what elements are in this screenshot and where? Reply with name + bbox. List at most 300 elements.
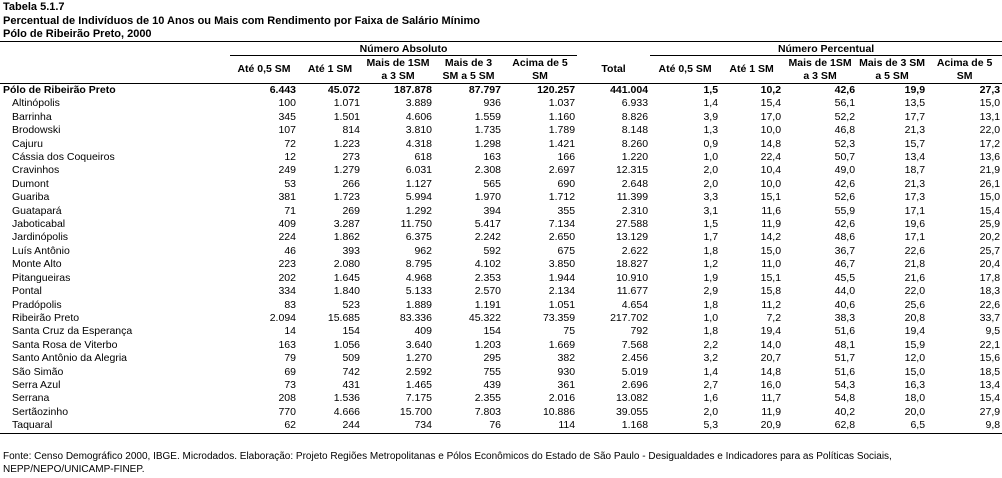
cell-value: 1.037 <box>548 97 576 110</box>
cell-value: 48,6 <box>834 231 856 244</box>
cell-value: 14,0 <box>760 338 782 351</box>
cell-value: 5.417 <box>474 218 501 231</box>
cell-value: 154 <box>483 325 501 338</box>
cell-value: 2,0 <box>703 405 719 418</box>
cell-value: 8.148 <box>621 124 649 137</box>
table-row <box>0 366 1002 379</box>
cell-value: 21,9 <box>979 164 1001 177</box>
cell-value: 22,1 <box>979 338 1001 351</box>
cell-value: 79 <box>284 352 296 365</box>
table-row <box>0 299 1002 312</box>
header-column-row <box>0 56 1002 84</box>
cell-value: 409 <box>278 218 296 231</box>
cell-value: 345 <box>278 110 296 123</box>
table-number: Tabela 5.1.7 <box>3 1 65 13</box>
cell-value: 202 <box>278 271 296 284</box>
row-name: Guariba <box>12 191 50 204</box>
cell-value: 45,5 <box>834 271 856 284</box>
cell-value: 1.669 <box>548 338 576 351</box>
cell-value: 382 <box>557 352 576 365</box>
table-row <box>0 339 1002 352</box>
cell-value: 14 <box>284 325 296 338</box>
source-line-2: NEPP/NEPO/UNICAMP-FINEP. <box>3 464 145 475</box>
cell-value: 15,0 <box>904 365 926 378</box>
cell-value: 4.102 <box>474 258 501 271</box>
cell-value: 1,0 <box>703 311 719 324</box>
cell-value: 17,0 <box>760 110 782 123</box>
row-name: Dumont <box>12 177 49 190</box>
cell-value: 25,9 <box>979 218 1001 231</box>
cell-value: 5.994 <box>405 191 432 204</box>
cell-value: 266 <box>342 177 360 190</box>
cell-value: 17,1 <box>904 231 926 244</box>
cell-value: 592 <box>483 244 501 257</box>
cell-value: 22,6 <box>904 244 926 257</box>
cell-value: 690 <box>557 177 576 190</box>
cell-value: 17,2 <box>979 137 1001 150</box>
cell-value: 2.094 <box>269 311 296 324</box>
table-row <box>0 164 1002 177</box>
cell-value: 52,2 <box>834 110 856 123</box>
cell-value: 20,9 <box>720 419 783 433</box>
cell-value: 22,6 <box>979 298 1001 311</box>
col-header-abs-5: Acima de 5 SM <box>503 56 577 84</box>
cell-value: 1.712 <box>548 191 576 204</box>
cell-value: 39.055 <box>615 405 649 418</box>
cell-value: 6.031 <box>405 164 432 177</box>
cell-value: 20,8 <box>904 311 926 324</box>
cell-value: 15.700 <box>399 405 432 418</box>
cell-value: 42,6 <box>834 84 856 96</box>
cell-value: 27,9 <box>979 405 1001 418</box>
cell-value: 87.797 <box>468 84 501 96</box>
cell-value: 12.315 <box>615 164 649 177</box>
cell-value: 3.850 <box>548 258 576 271</box>
cell-value: 13,1 <box>979 110 1001 123</box>
cell-value: 46 <box>284 244 296 257</box>
col-header-pct-2: Até 1 SM <box>720 56 783 84</box>
cell-value: 18,5 <box>979 365 1001 378</box>
col-header-pct-3: Mais de 1SM a 3 SM <box>783 56 857 84</box>
cell-value: 1,5 <box>703 218 719 231</box>
cell-value: 217.702 <box>610 311 649 324</box>
row-name: Barrinha <box>12 110 52 123</box>
cell-value: 1,8 <box>703 325 719 338</box>
cell-value: 22,4 <box>760 151 782 164</box>
cell-value: 509 <box>342 352 360 365</box>
cell-value: 2.310 <box>621 204 649 217</box>
table-row <box>0 178 1002 191</box>
cell-value: 1.056 <box>333 338 360 351</box>
cell-value: 40,2 <box>834 405 856 418</box>
cell-value: 20,2 <box>979 231 1001 244</box>
group-header-percent: Número Percentual <box>650 42 1002 56</box>
cell-value: 14,2 <box>760 231 782 244</box>
cell-value: 244 <box>298 419 362 433</box>
cell-value: 3,9 <box>703 110 719 123</box>
cell-value: 11.750 <box>400 218 432 231</box>
cell-value: 4.666 <box>333 405 360 418</box>
cell-value: 7,2 <box>766 311 782 324</box>
cell-value: 11,9 <box>761 405 782 418</box>
row-name: Sertãozinho <box>12 405 69 418</box>
cell-value: 56,1 <box>834 97 856 110</box>
cell-value: 76 <box>434 419 503 433</box>
cell-value: 10,4 <box>760 164 782 177</box>
cell-value: 19,9 <box>904 84 926 96</box>
cell-value: 52,6 <box>834 191 856 204</box>
table-row <box>0 406 1002 419</box>
cell-value: 7.134 <box>548 218 576 231</box>
cell-value: 40,6 <box>834 298 856 311</box>
cell-value: 208 <box>278 392 296 405</box>
cell-value: 2.622 <box>621 244 649 257</box>
cell-value: 51,6 <box>834 365 856 378</box>
cell-value: 17,1 <box>904 204 926 217</box>
cell-value: 33,7 <box>979 311 1001 324</box>
cell-value: 3.287 <box>333 218 360 231</box>
col-header-pct-1: Até 0,5 SM <box>650 56 720 84</box>
cell-value: 1.421 <box>548 137 576 150</box>
cell-value: 1.944 <box>548 271 576 284</box>
cell-value: 394 <box>483 204 501 217</box>
row-name: Jardinópolis <box>12 231 69 244</box>
cell-value: 13,4 <box>979 378 1001 391</box>
col-header-pct-4: Mais de 3 SM a 5 SM <box>857 56 927 84</box>
cell-value: 15,4 <box>979 204 1001 217</box>
cell-value: 962 <box>414 244 432 257</box>
row-name: Monte Alto <box>12 258 62 271</box>
cell-value: 49,0 <box>834 164 856 177</box>
cell-value: 13.129 <box>615 231 649 244</box>
cell-value: 1.501 <box>333 110 360 123</box>
cell-value: 13.082 <box>615 392 649 405</box>
row-name: Pontal <box>12 285 42 298</box>
table-body <box>0 84 1002 434</box>
cell-value: 53 <box>284 177 296 190</box>
row-name: Ribeirão Preto <box>12 311 80 324</box>
cell-value: 2,2 <box>703 338 719 351</box>
col-header-abs-1: Até 0,5 SM <box>230 56 298 84</box>
row-name: Altinópolis <box>12 97 60 110</box>
row-name: Luís Antônio <box>12 244 70 257</box>
cell-value: 2,0 <box>703 177 719 190</box>
cell-value: 5.019 <box>621 365 649 378</box>
cell-value: 1.789 <box>548 124 576 137</box>
cell-value: 15.685 <box>327 311 360 324</box>
cell-value: 120.257 <box>537 84 576 96</box>
table-row <box>0 312 1002 325</box>
cell-value: 1.292 <box>405 204 432 217</box>
cell-value: 21,6 <box>904 271 926 284</box>
cell-value: 71 <box>284 204 296 217</box>
table-row <box>0 419 1002 433</box>
col-header-abs-3: Mais de 1SM a 3 SM <box>362 56 434 84</box>
cell-value: 9,8 <box>927 419 1002 433</box>
col-header-total: Total <box>577 56 650 84</box>
cell-value: 22,0 <box>904 285 926 298</box>
cell-value: 1.168 <box>577 419 650 433</box>
cell-value: 18,7 <box>904 164 926 177</box>
cell-value: 1.279 <box>333 164 360 177</box>
cell-value: 27,3 <box>979 84 1001 96</box>
cell-value: 15,7 <box>904 137 926 150</box>
table-row <box>0 205 1002 218</box>
cell-value: 1,3 <box>703 124 719 137</box>
cell-value: 72 <box>284 137 296 150</box>
cell-value: 52,3 <box>834 137 856 150</box>
cell-value: 13,6 <box>979 151 1001 164</box>
cell-value: 75 <box>563 325 576 338</box>
data-table <box>0 41 1002 434</box>
cell-value: 441.004 <box>610 84 649 96</box>
cell-value: 187.878 <box>394 84 432 96</box>
cell-value: 2.353 <box>474 271 501 284</box>
cell-value: 2.592 <box>405 365 432 378</box>
cell-value: 1.051 <box>548 298 576 311</box>
cell-value: 393 <box>342 244 360 257</box>
cell-value: 51,6 <box>834 325 856 338</box>
cell-value: 2.134 <box>548 285 576 298</box>
cell-value: 3.640 <box>405 338 432 351</box>
cell-value: 1.071 <box>333 97 360 110</box>
table-row <box>0 151 1002 164</box>
row-name: Jaboticabal <box>12 218 66 231</box>
cell-value: 15,6 <box>979 352 1001 365</box>
row-name: Pólo de Ribeirão Preto <box>3 84 116 96</box>
cell-value: 3,3 <box>703 191 719 204</box>
cell-value: 166 <box>557 151 576 164</box>
table-row <box>0 231 1002 244</box>
cell-value: 2.456 <box>621 352 649 365</box>
cell-value: 269 <box>342 204 360 217</box>
cell-value: 381 <box>278 191 296 204</box>
cell-value: 814 <box>342 124 360 137</box>
cell-value: 2,9 <box>703 285 719 298</box>
cell-value: 11,0 <box>761 258 782 271</box>
cell-value: 13,4 <box>904 151 926 164</box>
cell-value: 1.223 <box>333 137 360 150</box>
cell-value: 4.606 <box>405 110 432 123</box>
cell-value: 1.191 <box>474 298 501 311</box>
cell-value: 19,4 <box>760 325 782 338</box>
table-row <box>0 97 1002 110</box>
table-row-total <box>0 84 1002 98</box>
cell-value: 25,7 <box>979 244 1001 257</box>
row-name: Santo Antônio da Alegria <box>12 352 128 365</box>
table-row <box>0 245 1002 258</box>
row-name: Pitangueiras <box>12 271 71 284</box>
cell-value: 45.072 <box>327 84 360 96</box>
cell-value: 1.735 <box>474 124 501 137</box>
cell-value: 1.840 <box>333 285 360 298</box>
cell-value: 154 <box>342 325 360 338</box>
row-name: Santa Rosa de Viterbo <box>12 338 118 351</box>
cell-value: 15,0 <box>979 97 1001 110</box>
cell-value: 3.810 <box>405 124 432 137</box>
cell-value: 2.016 <box>548 392 576 405</box>
cell-value: 9,5 <box>985 325 1001 338</box>
cell-value: 1.536 <box>333 392 360 405</box>
cell-value: 11,6 <box>761 204 782 217</box>
cell-value: 1.298 <box>474 137 501 150</box>
cell-value: 1,8 <box>703 298 719 311</box>
cell-value: 1,6 <box>703 392 719 405</box>
cell-value: 675 <box>557 244 576 257</box>
col-header-abs-2: Até 1 SM <box>298 56 362 84</box>
cell-value: 73.359 <box>542 311 576 324</box>
cell-value: 26,1 <box>979 177 1001 190</box>
table-row <box>0 379 1002 392</box>
row-name: Cajuru <box>12 137 43 150</box>
row-name: São Simão <box>12 365 64 378</box>
row-name: Santa Cruz da Esperança <box>12 325 133 338</box>
cell-value: 734 <box>362 419 434 433</box>
cell-value: 21,3 <box>904 124 926 137</box>
cell-value: 10,0 <box>760 124 782 137</box>
cell-value: 4.318 <box>405 137 432 150</box>
cell-value: 15,8 <box>760 285 782 298</box>
cell-value: 0,9 <box>703 137 719 150</box>
cell-value: 2,0 <box>703 164 719 177</box>
cell-value: 295 <box>483 352 501 365</box>
cell-value: 10,0 <box>760 177 782 190</box>
cell-value: 21,3 <box>904 177 926 190</box>
cell-value: 18.827 <box>615 258 649 271</box>
cell-value: 38,3 <box>834 311 856 324</box>
cell-value: 2.355 <box>474 392 501 405</box>
cell-value: 5,3 <box>650 419 720 433</box>
table-row <box>0 392 1002 405</box>
row-name: Serra Azul <box>12 378 61 391</box>
cell-value: 523 <box>342 298 360 311</box>
cell-value: 10.910 <box>615 271 649 284</box>
row-name: Brodowski <box>12 124 61 137</box>
cell-value: 11,9 <box>761 218 782 231</box>
cell-value: 16,3 <box>904 378 926 391</box>
row-name: Cássia dos Coqueiros <box>12 151 115 164</box>
cell-value: 439 <box>483 378 501 391</box>
cell-value: 54,8 <box>834 392 856 405</box>
cell-value: 8.826 <box>621 110 649 123</box>
cell-value: 20,4 <box>979 258 1001 271</box>
cell-value: 770 <box>278 405 296 418</box>
table-titles <box>3 1 480 42</box>
cell-value: 15,9 <box>904 338 926 351</box>
cell-value: 2.242 <box>474 231 501 244</box>
cell-value: 1.203 <box>474 338 501 351</box>
cell-value: 46,7 <box>834 258 856 271</box>
cell-value: 6.933 <box>621 97 649 110</box>
cell-value: 54,3 <box>834 378 856 391</box>
cell-value: 11,7 <box>761 392 782 405</box>
row-name: Pradópolis <box>12 298 62 311</box>
cell-value: 27.588 <box>615 218 649 231</box>
cell-value: 18,3 <box>979 285 1001 298</box>
cell-value: 2.650 <box>548 231 576 244</box>
cell-value: 431 <box>342 378 360 391</box>
cell-value: 83.336 <box>399 311 432 324</box>
cell-value: 10.886 <box>542 405 576 418</box>
row-name: Cravinhos <box>12 164 60 177</box>
cell-value: 20,0 <box>904 405 926 418</box>
group-header-absolute: Número Absoluto <box>230 42 577 56</box>
cell-value: 73 <box>284 378 296 391</box>
cell-value: 48,1 <box>834 338 856 351</box>
table-row <box>0 352 1002 365</box>
cell-value: 3,2 <box>703 352 719 365</box>
cell-value: 7.803 <box>474 405 501 418</box>
cell-value: 1,2 <box>703 258 719 271</box>
cell-value: 2.308 <box>474 164 501 177</box>
cell-value: 936 <box>483 97 501 110</box>
cell-value: 4.654 <box>621 298 649 311</box>
cell-value: 11,2 <box>761 298 782 311</box>
cell-value: 69 <box>284 365 296 378</box>
cell-value: 83 <box>284 298 296 311</box>
cell-value: 22,0 <box>979 124 1001 137</box>
cell-value: 18,0 <box>904 392 926 405</box>
cell-value: 15,4 <box>979 392 1001 405</box>
cell-value: 15,0 <box>760 244 782 257</box>
header-blank-name <box>0 56 230 84</box>
table-row <box>0 325 1002 338</box>
cell-value: 114 <box>503 419 577 433</box>
cell-value: 20,7 <box>760 352 782 365</box>
cell-value: 1.127 <box>405 177 432 190</box>
cell-value: 565 <box>483 177 501 190</box>
header-blank <box>0 42 230 56</box>
source-line-1: Fonte: Censo Demográfico 2000, IBGE. Microdados. Elaboração: Projeto Regiões Metropolitanas e Pólos Econômicos do Estado de São Paulo - Desigualdades e Indicadores para as Políticas Sociais, <box>3 451 892 462</box>
cell-value: 17,7 <box>904 110 926 123</box>
cell-value: 12 <box>284 151 296 164</box>
cell-value: 755 <box>483 365 501 378</box>
cell-value: 19,4 <box>904 325 926 338</box>
cell-value: 3.889 <box>405 97 432 110</box>
cell-value: 2.697 <box>548 164 576 177</box>
cell-value: 42,6 <box>834 177 856 190</box>
table-row <box>0 258 1002 271</box>
cell-value: 273 <box>342 151 360 164</box>
cell-value: 249 <box>278 164 296 177</box>
cell-value: 11.677 <box>616 285 649 298</box>
cell-value: 1.160 <box>548 110 576 123</box>
cell-value: 223 <box>278 258 296 271</box>
cell-value: 51,7 <box>834 352 856 365</box>
cell-value: 100 <box>278 97 296 110</box>
cell-value: 1.645 <box>333 271 360 284</box>
cell-value: 12,0 <box>904 352 926 365</box>
cell-value: 21,8 <box>904 258 926 271</box>
cell-value: 930 <box>557 365 576 378</box>
cell-value: 1,8 <box>703 244 719 257</box>
header-group-row <box>0 42 1002 56</box>
cell-value: 15,1 <box>760 271 782 284</box>
cell-value: 15,0 <box>979 191 1001 204</box>
cell-value: 2,7 <box>703 378 719 391</box>
cell-value: 6.443 <box>269 84 296 96</box>
cell-value: 2.080 <box>333 258 360 271</box>
cell-value: 409 <box>414 325 432 338</box>
cell-value: 6.375 <box>405 231 432 244</box>
cell-value: 1.465 <box>405 378 432 391</box>
cell-value: 355 <box>557 204 576 217</box>
cell-value: 17,3 <box>904 191 926 204</box>
cell-value: 15,4 <box>760 97 782 110</box>
cell-value: 1.889 <box>405 298 432 311</box>
cell-value: 8.260 <box>621 137 649 150</box>
cell-value: 25,6 <box>904 298 926 311</box>
